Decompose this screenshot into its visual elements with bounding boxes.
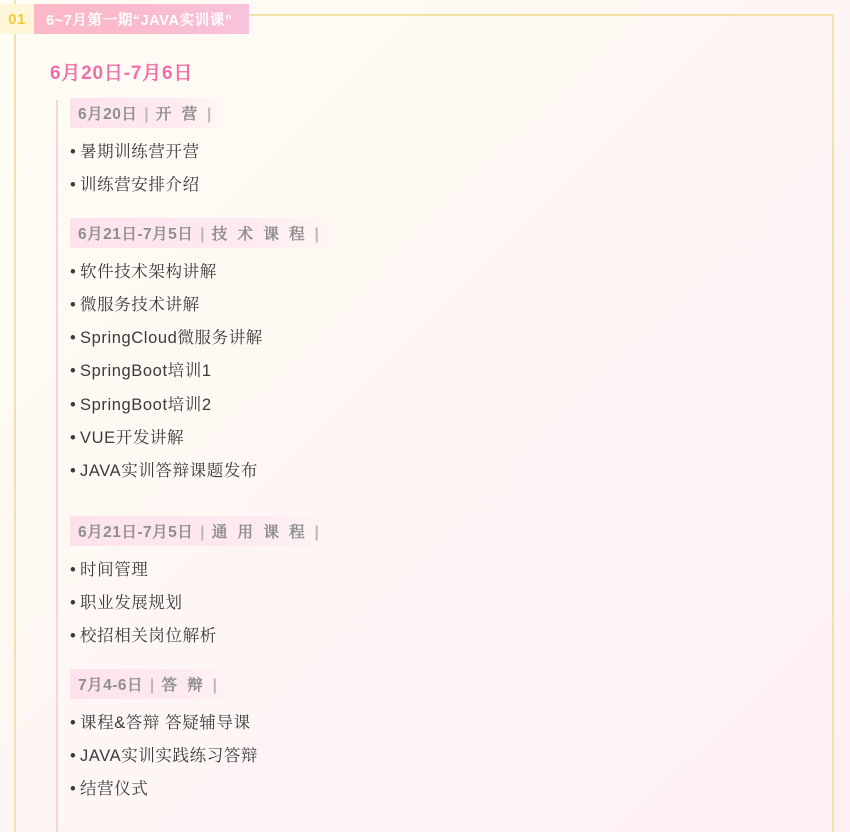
schedule-section-separator: | <box>200 226 205 244</box>
schedule-content <box>70 98 830 812</box>
list-item: • 时间管理 <box>70 554 830 587</box>
schedule-section-header <box>70 218 335 248</box>
schedule-section-separator: | <box>144 106 150 123</box>
list-item: • 训练营安排介绍 <box>70 169 830 202</box>
schedule-section-tail: | <box>212 677 218 695</box>
schedule-section <box>70 98 830 202</box>
schedule-section-name: 技 术 课 程 <box>211 226 308 244</box>
schedule-section <box>70 516 830 653</box>
section-number: 01 <box>0 4 34 34</box>
schedule-section-header <box>70 669 233 699</box>
schedule-item-list <box>70 256 830 488</box>
spacer <box>70 659 830 669</box>
spacer <box>70 208 830 218</box>
schedule-item-list <box>70 554 830 653</box>
schedule-section-separator: | <box>149 677 155 695</box>
page-border-left <box>14 0 16 832</box>
schedule-section-tail: | <box>314 226 320 244</box>
list-item: • 软件技术架构讲解 <box>70 256 830 289</box>
schedule-section-date: 7月4-6日 <box>78 677 144 695</box>
schedule-section-name: 通 用 课 程 <box>211 523 308 541</box>
list-item: • JAVA实训实践练习答辩 <box>70 740 830 773</box>
schedule-section <box>70 669 830 806</box>
schedule-section-name: 答 辩 <box>161 677 206 695</box>
list-item: • JAVA实训答辩课题发布 <box>70 455 830 488</box>
page-border-right <box>832 14 834 832</box>
list-item: • VUE开发讲解 <box>70 422 830 455</box>
schedule-item-list <box>70 136 830 202</box>
list-item: • 课程&答辩 答疑辅导课 <box>70 707 830 740</box>
schedule-section-name: 开 营 <box>155 106 201 123</box>
schedule-section-tail: | <box>314 523 320 541</box>
list-item: • SpringBoot培训2 <box>70 389 830 422</box>
schedule-section <box>70 218 830 488</box>
spacer <box>70 494 830 516</box>
section-title: 6~7月第一期“JAVA实训课” <box>34 4 249 34</box>
timeline-line <box>56 100 58 832</box>
schedule-section-separator: | <box>200 523 205 541</box>
schedule-section-tail: | <box>206 106 212 123</box>
section-header <box>0 4 249 34</box>
schedule-item-list <box>70 707 830 806</box>
schedule-section-header <box>70 98 228 128</box>
date-range-title: 6月20日-7月6日 <box>50 63 194 84</box>
schedule-section-date: 6月20日 <box>78 106 138 123</box>
list-item: • SpringCloud微服务讲解 <box>70 322 830 355</box>
list-item: • 结营仪式 <box>70 773 830 806</box>
schedule-section-header <box>70 516 335 546</box>
list-item: • SpringBoot培训1 <box>70 355 830 388</box>
list-item: • 职业发展规划 <box>70 587 830 620</box>
list-item: • 暑期训练营开营 <box>70 136 830 169</box>
list-item: • 微服务技术讲解 <box>70 289 830 322</box>
schedule-section-date: 6月21日-7月5日 <box>78 523 194 541</box>
schedule-section-date: 6月21日-7月5日 <box>78 226 194 244</box>
list-item: • 校招相关岗位解析 <box>70 620 830 653</box>
